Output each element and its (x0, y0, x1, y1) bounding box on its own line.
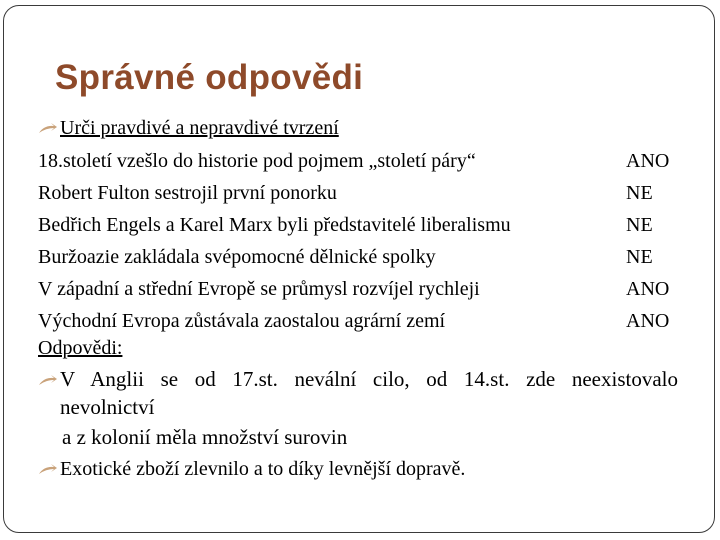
slide-title: Správné odpovědi (55, 58, 364, 97)
answers-heading: Odpovědi: (38, 337, 123, 359)
statement-row (38, 305, 678, 337)
statement-text: Robert Fulton sestrojil první ponorku (38, 182, 337, 204)
instruction-line (38, 116, 339, 140)
statement-row (38, 273, 678, 305)
statement-text: Buržoazie zakládala svépomocné dělnické spolky (38, 246, 436, 268)
statement-row (38, 209, 678, 241)
answer-line: Exotické zboží zlevnilo a to díky levnější dopravě. (60, 458, 466, 480)
bullet-icon (38, 375, 58, 387)
statement-row (38, 241, 678, 273)
statement-text: V západní a střední Evropě se průmysl rozvíjel rychleji (38, 278, 480, 300)
answer-item (38, 364, 678, 454)
statement-text: Východní Evropa zůstávala zaostalou agrární zemí (38, 310, 446, 332)
answer-line: a z kolonií měla množství surovin (62, 425, 348, 449)
answer-line: nevolnictví (60, 395, 155, 419)
statement-text: 18.století vzešlo do historie pod pojmem „století páry“ (38, 150, 476, 172)
statement-answer: NE (626, 214, 653, 236)
statement-answer: ANO (626, 278, 670, 300)
statement-row (38, 177, 678, 209)
bullet-icon (38, 123, 58, 135)
answer-item (38, 457, 465, 481)
statement-answer: ANO (626, 310, 670, 332)
statement-answer: NE (626, 246, 653, 268)
bullet-icon (38, 464, 58, 476)
statement-row (38, 145, 678, 177)
statement-answer: NE (626, 182, 653, 204)
statement-text: Bedřich Engels a Karel Marx byli představitelé liberalismu (38, 214, 511, 236)
statement-answer: ANO (626, 150, 670, 172)
instruction-text: Urči pravdivé a nepravdivé tvrzení (60, 117, 339, 139)
answer-line: V Anglii se od 17.st. nevální cilo, od 14.st. zde neexistovalo (60, 367, 678, 391)
